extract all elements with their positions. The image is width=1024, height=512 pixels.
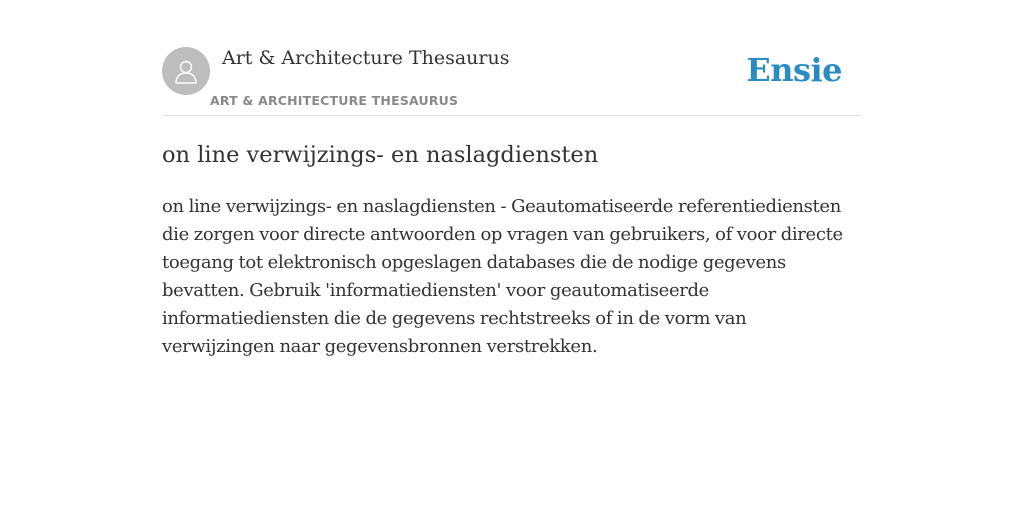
entry-definition: on line verwijzings- en naslagdiensten - Geautomatiseerde referentiediensten die zorgen voor directe antwoorden op vragen van gebruikers, of voor directe toegang tot elektronisch opgeslagen databases die de nodige gegevens bevatten. Gebruik 'informatiediensten' voor geautomatiseerde informatiediensten die de gegevens rechtstreeks of in de vorm van verwijzingen naar gegevensbronnen verstrekken. bbox=[162, 196, 843, 357]
user-silhouette-icon bbox=[172, 57, 200, 85]
entry-page bbox=[162, 0, 862, 357]
ensie-logo[interactable]: Ensie bbox=[746, 51, 842, 89]
entry-header bbox=[162, 0, 862, 116]
source-label[interactable]: ART & ARCHITECTURE THESAURUS bbox=[210, 93, 459, 108]
avatar[interactable] bbox=[162, 47, 210, 95]
entry-title: on line verwijzings- en naslagdiensten bbox=[162, 142, 599, 168]
author-name[interactable]: Art & Architecture Thesaurus bbox=[222, 47, 510, 69]
